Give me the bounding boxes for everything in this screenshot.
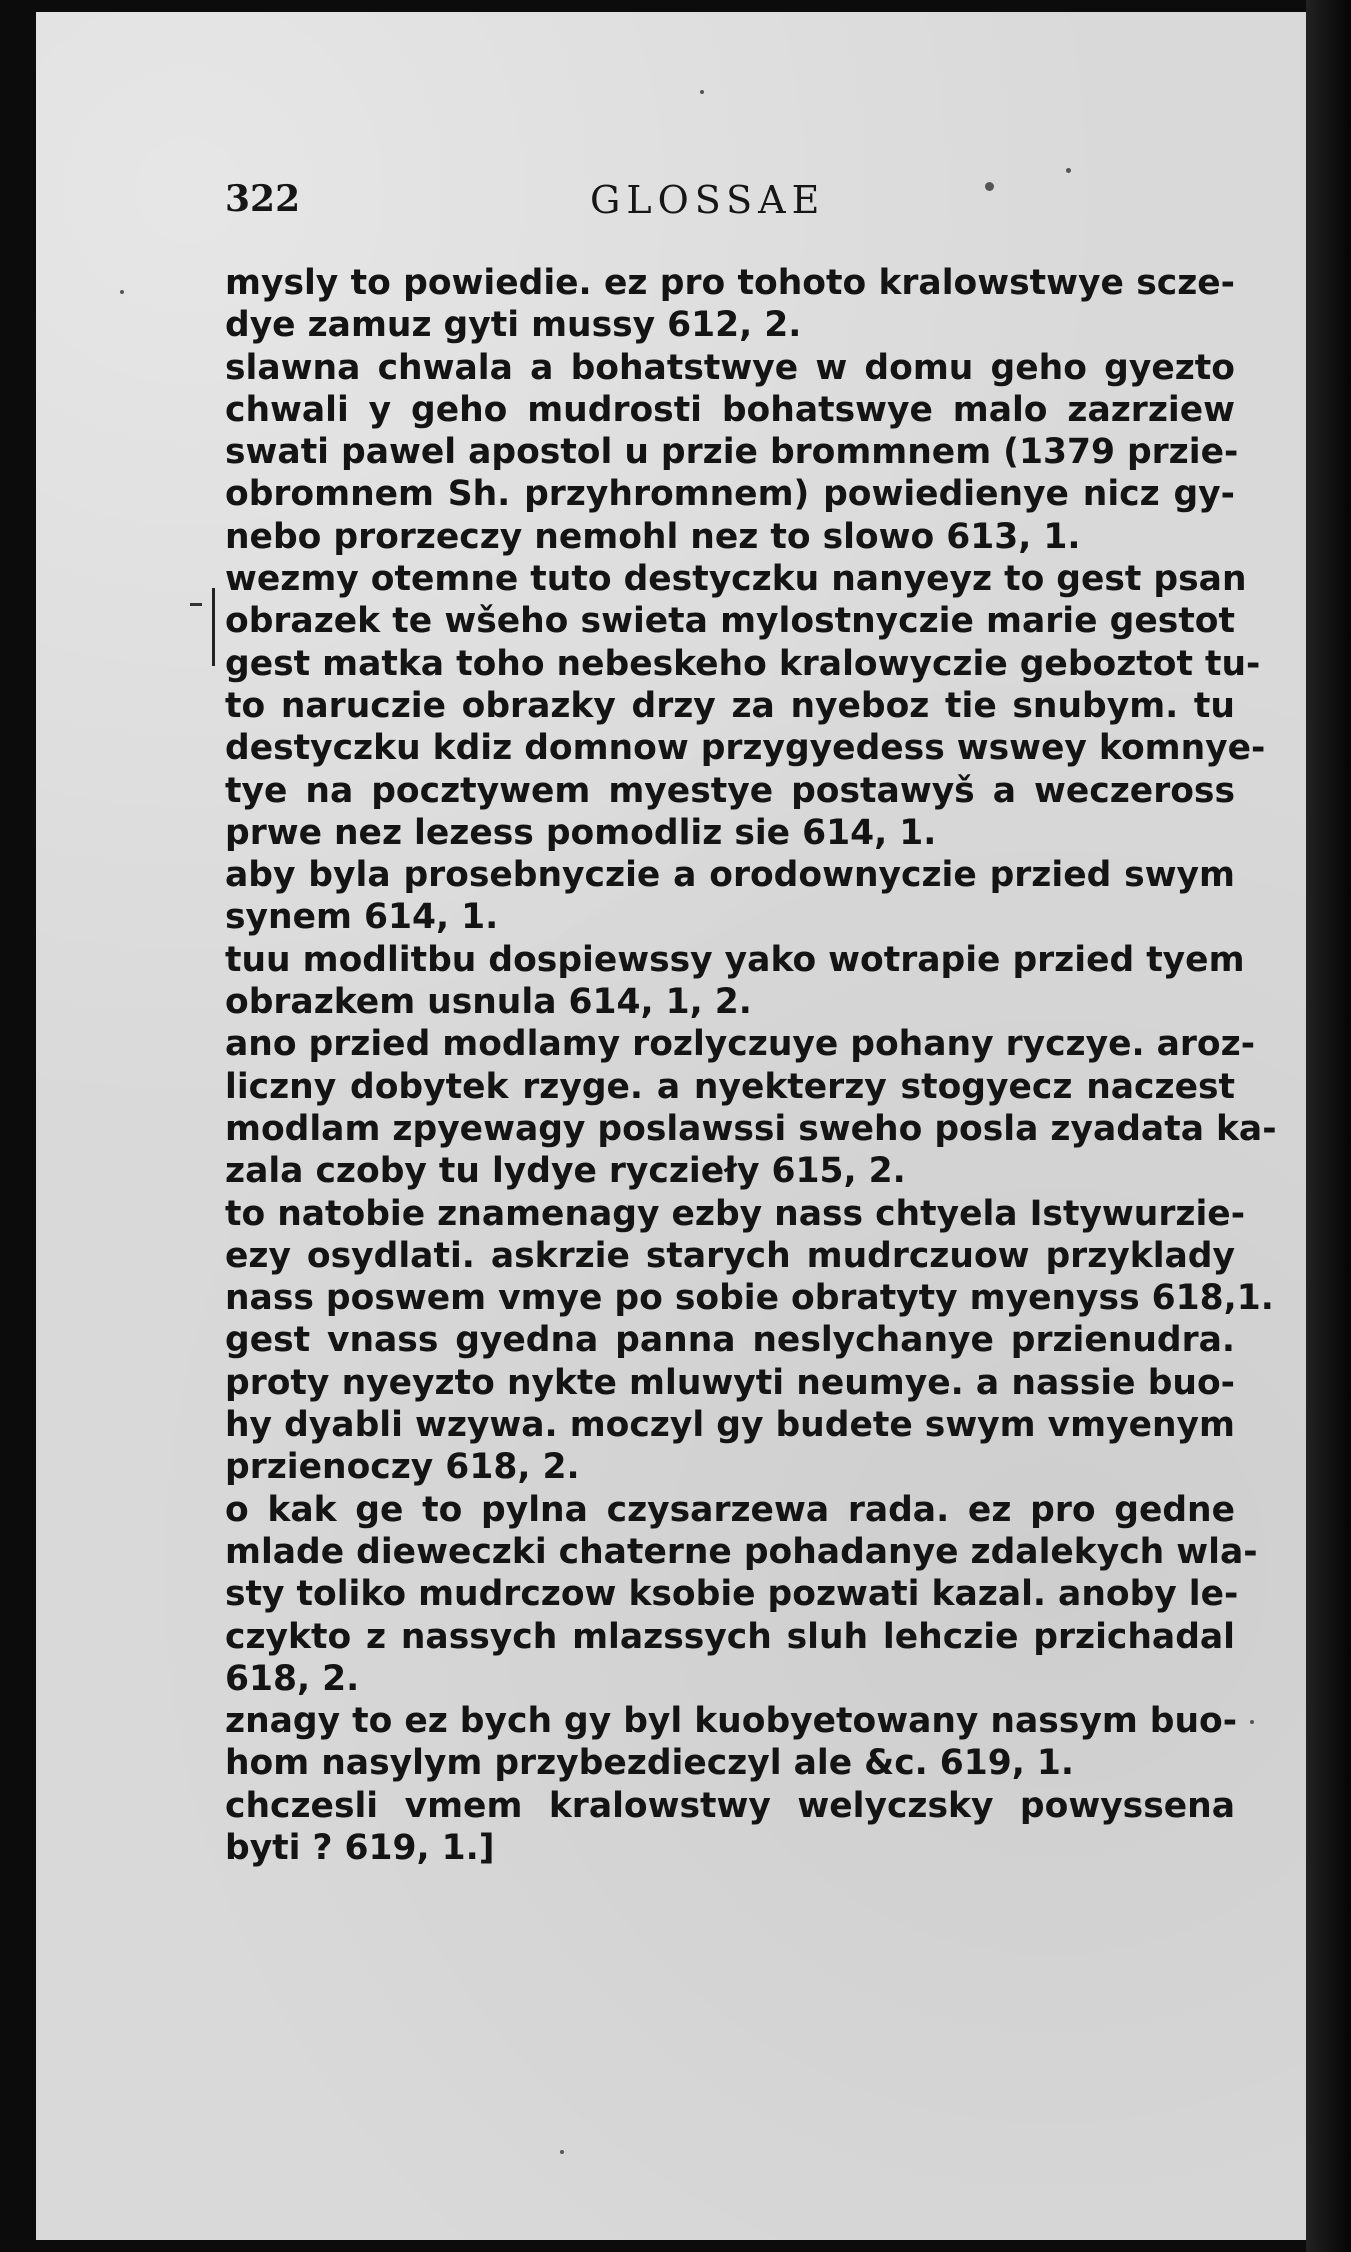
text-line: proty nyeyzto nykte mluwyti neumye. a nassie buo- [225, 1362, 1235, 1403]
text-line: ezy osydlati. askrzie starych mudrczuow przyklady [225, 1235, 1235, 1276]
margin-bracket-mark [212, 588, 215, 666]
text-line: nebo prorzeczy nemohl nez to slowo 613, 1. [225, 516, 1081, 557]
scan-speck [120, 290, 124, 294]
text-line: hom nasylym przybezdieczyl ale &c. 619, 1. [225, 1743, 1075, 1784]
text-line: hy dyabli wzywa. moczyl gy budete swym vmyenym [225, 1405, 1235, 1446]
text-line: dye zamuz gyti mussy 612, 2. [225, 305, 802, 346]
scan-speck [700, 90, 704, 94]
text-line: obromnem Sh. przyhromnem) powiedienye nicz gy- [225, 474, 1235, 515]
text-line: znagy to ez bych gy byl kuobyetowany nassym buo- [225, 1701, 1238, 1742]
text-line: tuu modlitbu dospiewssy yako wotrapie przied tyem [225, 939, 1245, 980]
scan-speck [560, 2150, 564, 2154]
text-line: to natobie znamenagy ezby nass chtyela Istywurzie- [225, 1193, 1246, 1234]
text-line: chczesli vmem kralowstwy welyczsky powyssena [225, 1785, 1235, 1826]
scan-speck [1250, 1720, 1254, 1724]
text-line: mlade dieweczki chaterne pohadanye zdalekych wla- [225, 1531, 1258, 1572]
text-line: chwali y geho mudrosti bohatswye malo zazrziew [225, 389, 1235, 430]
text-line: modlam zpyewagy poslawssi sweho posla zyadata ka- [225, 1108, 1277, 1149]
text-line: obrazkem usnula 614, 1, 2. [225, 982, 752, 1023]
text-line: nass poswem vmye po sobie obratyty myenyss 618,1. [225, 1278, 1274, 1319]
text-line: destyczku kdiz domnow przygyedess wswey komnye- [225, 728, 1266, 769]
running-head: GLOSSAE [590, 178, 826, 222]
glossary-text-block [225, 262, 1277, 1869]
text-line: slawna chwala a bohatstwye w domu geho gyezto [225, 347, 1235, 388]
page-number: 322 [225, 178, 301, 220]
text-line: liczny dobytek rzyge. a nyekterzy stogyecz naczest [225, 1066, 1235, 1107]
text-line: byti ? 619, 1.] [225, 1827, 495, 1868]
text-line: o kak ge to pylna czysarzewa rada. ez pro gedne [225, 1489, 1235, 1530]
text-line: 618, 2. [225, 1658, 360, 1699]
margin-dash-mark [190, 603, 202, 606]
scan-speck [985, 182, 994, 191]
text-line: czykto z nassych mlazssych sluh lehczie przichadal [225, 1616, 1235, 1657]
text-line: aby byla prosebnyczie a orodownyczie przied swym [225, 855, 1235, 896]
text-line: przienoczy 618, 2. [225, 1447, 580, 1488]
text-line: swati pawel apostol u przie brommnem (1379 przie- [225, 432, 1239, 473]
text-line: gest matka toho nebeskeho kralowyczie geboztot tu- [225, 643, 1261, 684]
text-line: obrazek te wšeho swieta mylostnyczie marie gestot [225, 601, 1235, 642]
text-line: zala czoby tu lydye ryczieły 615, 2. [225, 1151, 906, 1192]
text-line: gest vnass gyedna panna neslychanye przienudra. [225, 1320, 1235, 1361]
text-line: mysly to powiedie. ez pro tohoto kralowstwye scze- [225, 263, 1235, 303]
text-line: tye na pocztywem myestye postawyš a weczeross [225, 770, 1235, 811]
text-line: to naruczie obrazky drzy za nyeboz tie snubym. tu [225, 685, 1235, 726]
text-line: prwe nez lezess pomodliz sie 614, 1. [225, 812, 937, 853]
text-line: sty toliko mudrczow ksobie pozwati kazal. anoby le- [225, 1574, 1239, 1615]
scan-speck [1066, 168, 1071, 173]
text-line: ano przied modlamy rozlyczuye pohany ryczye. aroz- [225, 1024, 1256, 1065]
text-line: synem 614, 1. [225, 897, 499, 938]
text-line: wezmy otemne tuto destyczku nanyeyz to gest psan [225, 559, 1247, 600]
page-edge-shadow [1306, 0, 1351, 2252]
page-header [185, 178, 1235, 238]
